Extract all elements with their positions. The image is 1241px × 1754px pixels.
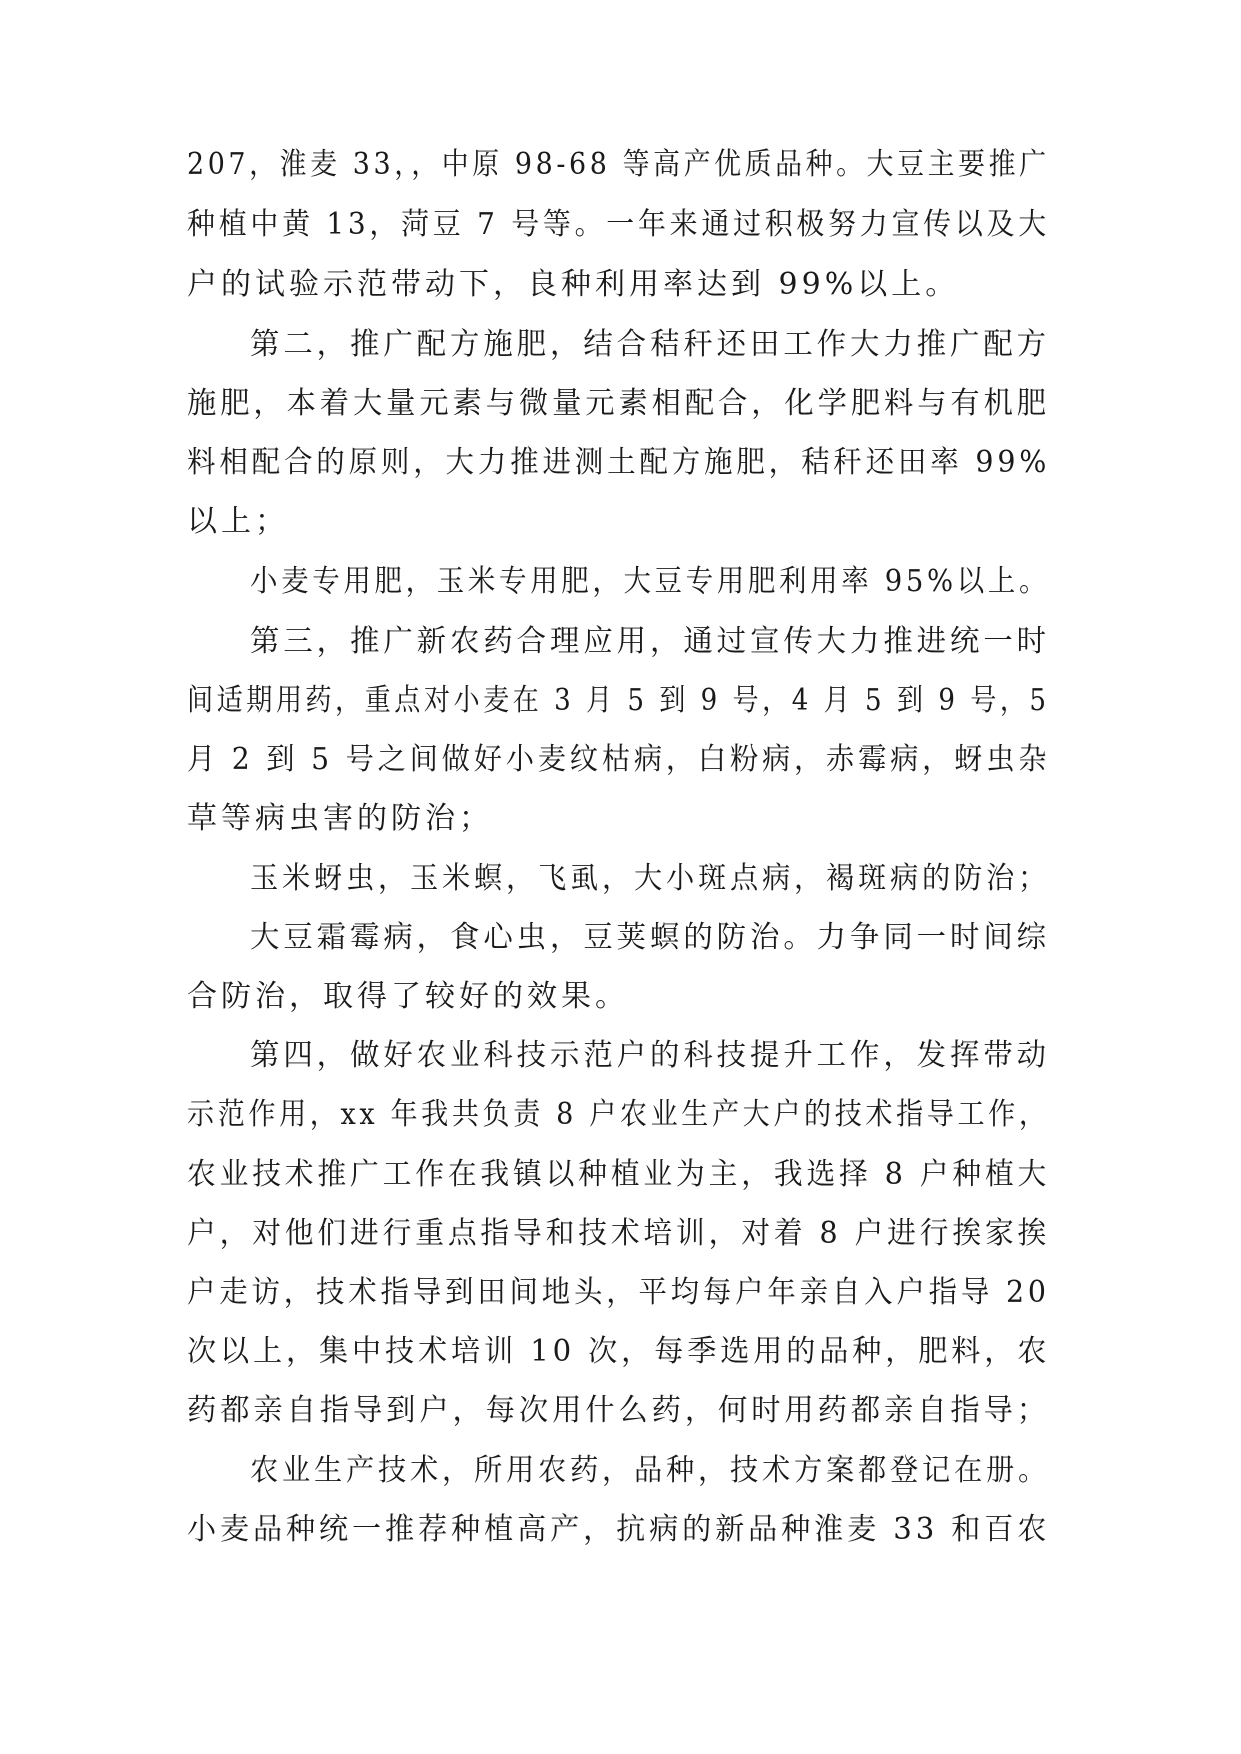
text-line: 施肥，本着大量元素与微量元素相配合，化学肥料与有机肥 — [187, 386, 1050, 421]
text-line: 户走访，技术指导到田间地头，平均每户年亲自入户指导 20 — [187, 1275, 1050, 1310]
paragraph-start-line: 第三，推广新农药合理应用，通过宣传大力推进统一时 — [250, 624, 1051, 659]
text-line: 次以上，集中技术培训 10 次，每季选用的品种，肥料，农 — [187, 1334, 1051, 1369]
text-line: 合防治，取得了较好的效果。 — [187, 979, 629, 1014]
text-line: 207，淮麦 33，，中原 98-68 等高产优质品种。大豆主要推广 — [187, 147, 1050, 182]
text-line: 间适期用药，重点对小麦在 3 月 5 到 9 号，4 月 5 到 9 号，5 — [187, 683, 1050, 718]
text-line: 种植中黄 13，菏豆 7 号等。一年来通过积极努力宣传以及大 — [187, 207, 1050, 242]
paragraph-start-line: 第四，做好农业科技示范户的科技提升工作，发挥带动 — [250, 1038, 1051, 1073]
paragraph-start-line: 农业生产技术，所用农药，品种，技术方案都登记在册。 — [250, 1453, 1051, 1488]
text-line: 户，对他们进行重点指导和技术培训，对着 8 户进行挨家挨 — [187, 1216, 1051, 1251]
paragraph-start-line: 第二，推广配方施肥，结合秸秆还田工作大力推广配方 — [250, 327, 1051, 362]
text-line: 药都亲自指导到户，每次用什么药，何时用药都亲自指导； — [187, 1393, 1050, 1428]
text-line: 以上； — [187, 504, 289, 539]
text-line: 示范作用，xx 年我共负责 8 户农业生产大户的技术指导工作， — [187, 1097, 1050, 1132]
paragraph-start-line: 小麦专用肥，玉米专用肥，大豆专用肥利用率 95%以上。 — [250, 564, 1051, 599]
paragraph-start-line: 大豆霜霉病，食心虫，豆荚螟的防治。力争同一时间综 — [250, 920, 1051, 955]
text-line: 月 2 到 5 号之间做好小麦纹枯病，白粉病，赤霉病，蚜虫杂 — [187, 742, 1051, 777]
paragraph-start-line: 玉米蚜虫，玉米螟，飞虱，大小斑点病，褐斑病的防治； — [250, 861, 1051, 896]
text-line: 料相配合的原则，大力推进测土配方施肥，秸秆还田率 99% — [187, 445, 1051, 480]
text-line: 农业技术推广工作在我镇以种植业为主，我选择 8 户种植大 — [187, 1157, 1051, 1192]
text-line: 草等病虫害的防治； — [187, 801, 493, 836]
text-line: 户的试验示范带动下，良种利用率达到 99%以上。 — [187, 267, 960, 302]
text-line: 小麦品种统一推荐种植高产，抗病的新品种淮麦 33 和百农 — [187, 1512, 1051, 1547]
